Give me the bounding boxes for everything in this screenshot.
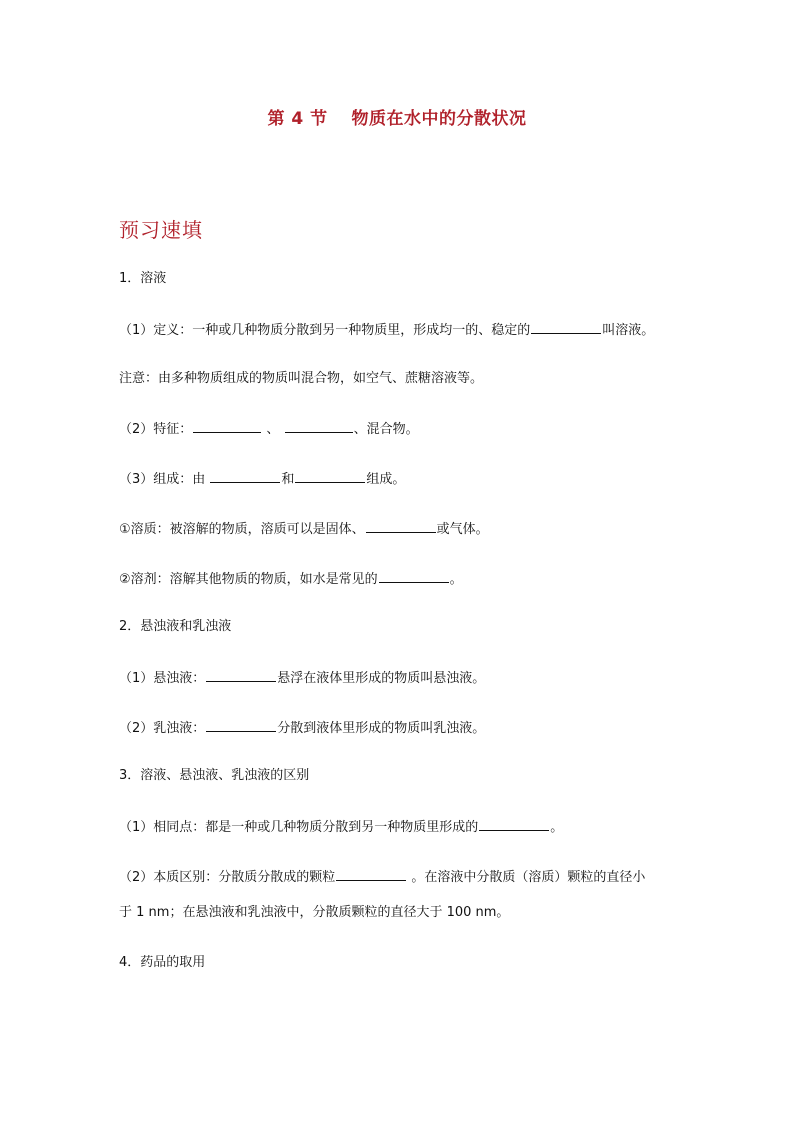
solute-text: ①溶质：被溶解的物质，溶质可以是固体、 [119, 522, 365, 537]
answer-blank[interactable] [206, 668, 276, 682]
features-tail: 、混合物。 [353, 422, 419, 437]
emulsion-label: （2）乳浊液： [119, 721, 206, 736]
answer-blank[interactable] [336, 867, 406, 881]
suspension-tail: 悬浮在液体里形成的物质叫悬浊液。 [277, 671, 486, 686]
difference-line [119, 867, 645, 887]
similarity-line [119, 817, 563, 837]
answer-blank[interactable] [210, 469, 280, 483]
difference-continuation: 于 1 nm；在悬浊液和乳浊液中，分散质颗粒的直径大于 100 nm。 [119, 905, 510, 920]
similarity-text: （1）相同点：都是一种或几种物质分散到另一种物质里形成的 [119, 820, 479, 835]
section-heading: 预习速填 [119, 218, 203, 242]
page-title: 第 4 节 物质在水中的分散状况 [267, 109, 527, 129]
answer-blank[interactable] [366, 519, 436, 533]
definition-text: （1）定义：一种或几种物质分散到另一种物质里，形成均一的、稳定的 [119, 323, 531, 338]
emulsion-line [119, 718, 485, 738]
composition-label: （3）组成：由 [119, 472, 210, 487]
answer-blank[interactable] [479, 817, 549, 831]
composition-tail: 组成。 [366, 472, 406, 487]
similarity-tail: 。 [550, 820, 564, 835]
item-reagent-heading: 4．药品的取用 [119, 955, 206, 970]
item-difference-heading: 3．溶液、悬浊液、乳浊液的区别 [119, 768, 310, 783]
answer-blank[interactable] [206, 718, 276, 732]
answer-blank[interactable] [531, 320, 601, 334]
solute-tail: 或气体。 [436, 522, 489, 537]
answer-blank[interactable] [379, 569, 449, 583]
suspension-line [119, 668, 485, 688]
solvent-line [119, 569, 463, 589]
note-line: 注意：由多种物质组成的物质叫混合物，如空气、蔗糖溶液等。 [119, 371, 484, 386]
answer-blank[interactable] [295, 469, 365, 483]
composition-line [119, 469, 405, 489]
item-solution-heading: 1．溶液 [119, 271, 167, 286]
item-suspension-heading: 2．悬浊液和乳浊液 [119, 619, 232, 634]
difference-tail: 。在溶液中分散质（溶质）颗粒的直径小 [407, 870, 646, 885]
features-label: （2）特征： [119, 422, 193, 437]
solvent-text: ②溶剂：溶解其他物质的物质，如水是常见的 [119, 572, 378, 587]
definition-tail: 叫溶液。 [602, 323, 655, 338]
answer-blank[interactable] [285, 419, 353, 433]
solvent-tail: 。 [449, 572, 463, 587]
composition-and: 和 [281, 472, 295, 487]
emulsion-tail: 分散到液体里形成的物质叫乳浊液。 [277, 721, 486, 736]
features-sep: 、 [262, 422, 280, 437]
answer-blank[interactable] [193, 419, 261, 433]
definition-line [119, 320, 654, 340]
solute-line [119, 519, 489, 539]
suspension-label: （1）悬浊液： [119, 671, 206, 686]
features-line [119, 419, 419, 439]
difference-text: （2）本质区别：分散质分散成的颗粒 [119, 870, 336, 885]
